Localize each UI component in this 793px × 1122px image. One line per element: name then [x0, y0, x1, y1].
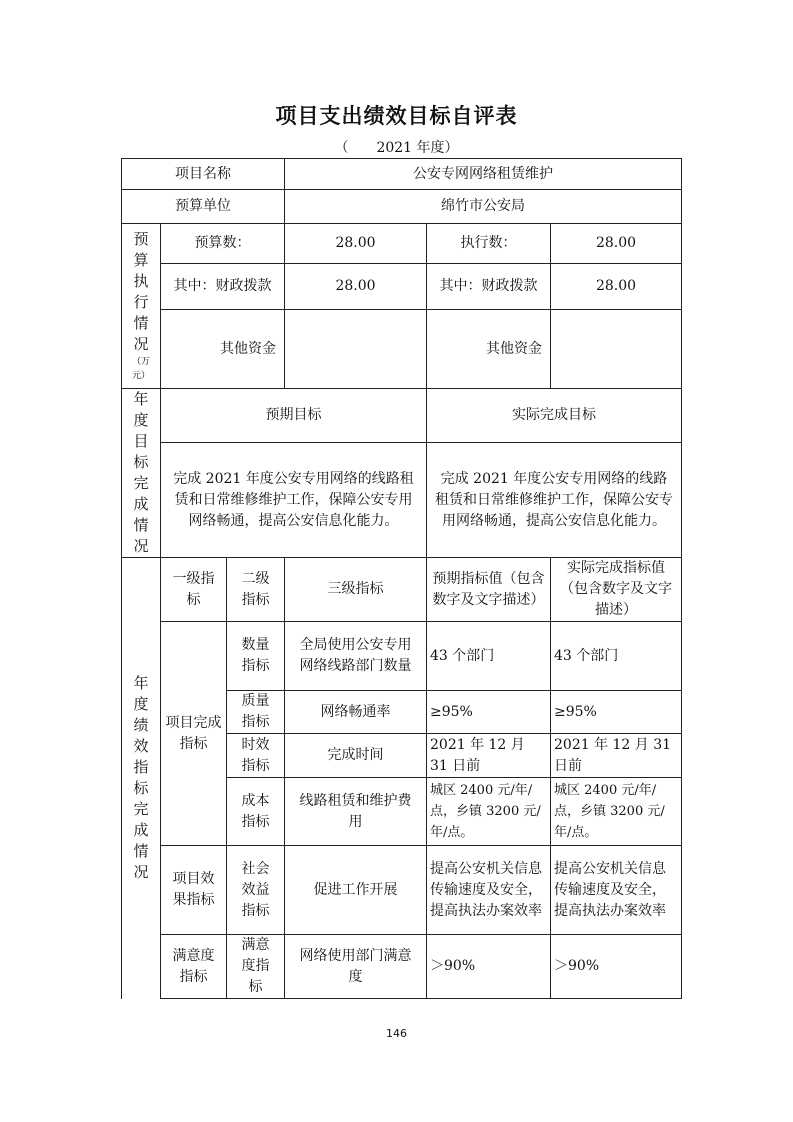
side-char: 目 [133, 432, 149, 450]
expected-value-cell: 43 个部门 [427, 622, 551, 691]
side-char: 预 [133, 230, 149, 248]
year-subtitle [0, 137, 793, 157]
budget-execution-side-text [122, 229, 160, 383]
actual-goal-header: 实际完成目标 [427, 389, 682, 443]
side-unit: 元） [131, 371, 150, 381]
expected-value-cell: 提高公安机关信息传输速度及安全，提高执法办案效率 [427, 846, 551, 935]
side-char: 行 [133, 293, 149, 311]
execution-amount-label: 执行数： [427, 224, 551, 264]
level2-header: 二级指标 [227, 558, 285, 622]
side-char: 情 [133, 314, 149, 332]
side-char: 年 [133, 674, 149, 693]
indicator-row [122, 622, 682, 691]
actual-goal-text: 完成 2021 年度公安专用网络的线路租赁和日常维修维护工作，保障公安专用网络畅通，提高公安信息化能力。 [427, 443, 682, 558]
side-char: 情 [133, 842, 149, 861]
indicator-row [122, 935, 682, 999]
budget-amount-row [122, 224, 682, 264]
level3-cell: 完成时间 [285, 734, 427, 778]
level1-header: 一级指标 [161, 558, 227, 622]
budget-execution-side-label [122, 224, 161, 389]
side-char: 算 [133, 251, 149, 269]
level3-cell: 促进工作开展 [285, 846, 427, 935]
year-label: 2021 年度） [376, 140, 459, 156]
actual-value-header: 实际完成指标值（包含数字及文字描述） [551, 558, 682, 622]
budget-amount-label: 预算数： [161, 224, 285, 264]
level3-cell: 网络畅通率 [285, 691, 427, 734]
project-name-label: 项目名称 [122, 159, 285, 190]
side-char: 指 [133, 758, 149, 777]
expected-value-cell: ≥95% [427, 691, 551, 734]
level3-header: 三级指标 [285, 558, 427, 622]
side-char: 效 [133, 737, 149, 756]
side-char: 成 [133, 821, 149, 840]
budget-unit-row [122, 190, 682, 224]
expected-value-cell: 城区 2400 元/年/点，乡镇 3200 元/年/点。 [427, 778, 551, 846]
project-name-value: 公安专网网络租赁维护 [285, 159, 682, 190]
fiscal-allocation-row [122, 264, 682, 310]
actual-value-cell: 城区 2400 元/年/点，乡镇 3200 元/年/点。 [551, 778, 682, 846]
actual-value-cell: 43 个部门 [551, 622, 682, 691]
self-evaluation-table [121, 158, 682, 999]
annual-goal-side-label [122, 389, 161, 558]
group-effect: 项目效果指标 [161, 846, 227, 935]
level3-cell: 线路租赁和维护费用 [285, 778, 427, 846]
project-name-row [122, 159, 682, 190]
side-char: 况 [133, 863, 149, 882]
execution-amount-value: 28.00 [551, 224, 682, 264]
side-char: 完 [133, 800, 149, 819]
side-char: 况 [133, 335, 149, 353]
fiscal-allocation-label: 其中：财政拨款 [161, 264, 285, 310]
other-funds-exec-value [551, 310, 682, 389]
performance-side-text [122, 673, 160, 883]
other-funds-value [285, 310, 427, 389]
annual-goal-content-row [122, 443, 682, 558]
side-char: 完 [133, 474, 149, 492]
level2-cell: 时效指标 [227, 734, 285, 778]
fiscal-allocation-exec-label: 其中：财政拨款 [427, 264, 551, 310]
group-completion: 项目完成指标 [161, 622, 227, 846]
side-char: 成 [133, 495, 149, 513]
page-number: 146 [386, 1027, 407, 1040]
level2-cell: 质量指标 [227, 691, 285, 734]
group-satisfaction: 满意度指标 [161, 935, 227, 999]
other-funds-label: 其他资金 [161, 310, 285, 389]
expected-value-cell: 2021 年 12 月 31 日前 [427, 734, 551, 778]
expected-goal-header: 预期目标 [161, 389, 427, 443]
other-funds-exec-label: 其他资金 [427, 310, 551, 389]
side-char: 度 [133, 411, 149, 429]
expected-value-cell: ＞90% [427, 935, 551, 999]
performance-side-label [122, 558, 161, 999]
year-open-paren: （ [334, 140, 349, 156]
side-char: 况 [133, 537, 149, 555]
annual-goal-side-text [122, 389, 160, 557]
fiscal-allocation-value: 28.00 [285, 264, 427, 310]
level3-cell: 全局使用公安专用网络线路部门数量 [285, 622, 427, 691]
other-funds-row [122, 310, 682, 389]
indicator-header-row [122, 558, 682, 622]
side-char: 情 [133, 516, 149, 534]
level2-cell: 数量指标 [227, 622, 285, 691]
expected-goal-text: 完成 2021 年度公安专用网络的线路租赁和日常维修维护工作，保障公安专用网络畅通，提高公安信息化能力。 [161, 443, 427, 558]
actual-value-cell: ＞90% [551, 935, 682, 999]
fiscal-allocation-exec-value: 28.00 [551, 264, 682, 310]
side-char: 度 [133, 695, 149, 714]
budget-amount-value: 28.00 [285, 224, 427, 264]
side-char: 执 [133, 272, 149, 290]
budget-unit-label: 预算单位 [122, 190, 285, 224]
side-char: 标 [133, 779, 149, 798]
budget-unit-value: 绵竹市公安局 [285, 190, 682, 224]
page-title: 项目支出绩效目标自评表 [275, 103, 518, 128]
level2-cell: 成本指标 [227, 778, 285, 846]
annual-goal-header-row [122, 389, 682, 443]
side-char: 年 [133, 390, 149, 408]
level2-cell: 社会效益指标 [227, 846, 285, 935]
actual-value-cell: 提高公安机关信息传输速度及安全，提高执法办案效率 [551, 846, 682, 935]
expected-value-header: 预期指标值（包含数字及文字描述） [427, 558, 551, 622]
side-char: 绩 [133, 716, 149, 735]
level3-cell: 网络使用部门满意度 [285, 935, 427, 999]
actual-value-cell: 2021 年 12 月 31 日前 [551, 734, 682, 778]
side-char: 标 [133, 453, 149, 471]
indicator-row [122, 846, 682, 935]
actual-value-cell: ≥95% [551, 691, 682, 734]
side-unit: （万 [131, 357, 150, 367]
level2-cell: 满意度指标 [227, 935, 285, 999]
